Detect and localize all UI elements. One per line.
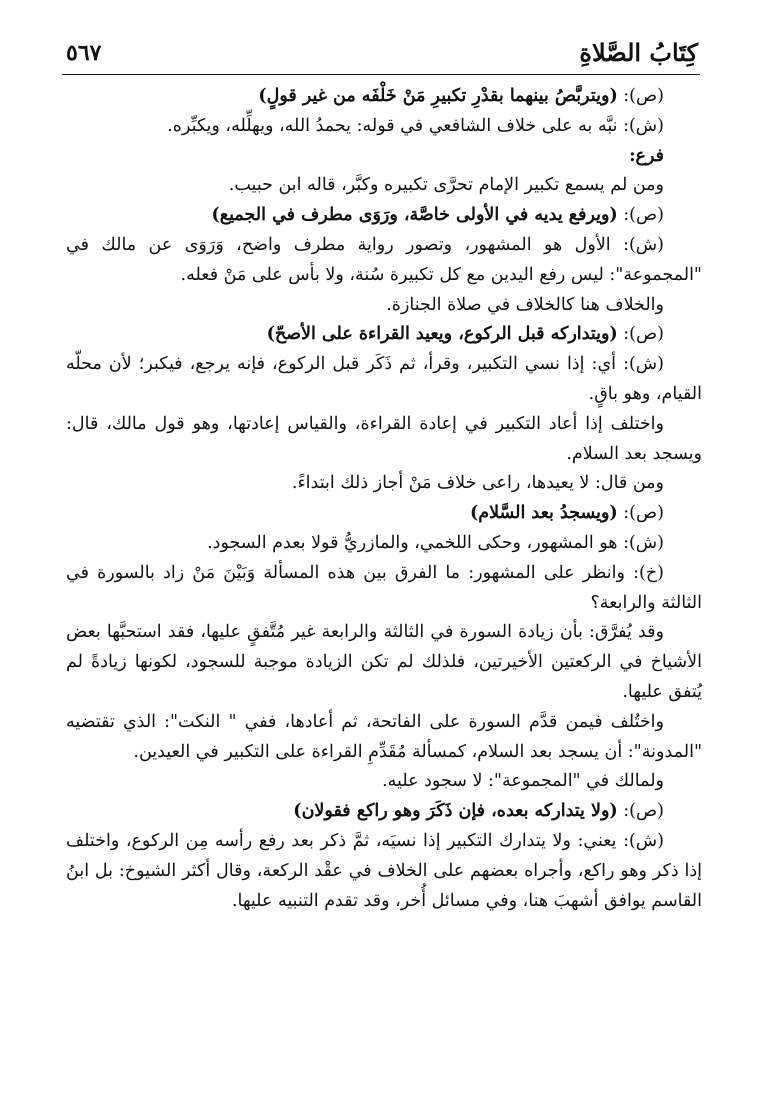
paragraph <box>66 142 702 172</box>
paragraph <box>66 559 702 619</box>
paragraph-text: ولمالك في "المجموعة": لا سجود عليه. <box>382 771 664 792</box>
paragraph <box>66 112 702 142</box>
paragraph <box>66 231 702 291</box>
paragraph <box>66 82 702 112</box>
paragraph-text: الأول هو المشهور، وتصور رواية مطرف واضح، وَرَوَى عن مالك في "المجموعة": ليس رفع اليدين مع كل تكبيرة سُنة، ولا بأس على مَنْ فعله. <box>66 234 702 285</box>
paragraph <box>66 291 702 321</box>
paragraph-text: هو المشهور، وحكى اللخمي، والمازريُّ قولا بعدم السجود. <box>207 532 618 553</box>
paragraph-text: يعني: ولا يتدارك التكبير إذا نسيَه، ثمَّ ذكر بعد رفع رأسه مِن الركوع، واختلف إذا ذكر وهو راكع، وأجراه بعضهم على الخلاف في عقْد الركعة، وقال أكثر الشيوخ: بل ابنُ القاسم يوافق أشهبَ هنا، وفي مسائل أُخر، وقد تقدم التنبيه عليها. <box>66 830 702 911</box>
paragraph-text: واختلف إذا أعاد التكبير في إعادة القراءة، والقياس إعادتها، وهو قول مالك، قال: ويسجد بعد السلام. <box>66 413 702 464</box>
paragraph-text: واختُلف فيمن قدَّم السورة على الفاتحة، ثم أعادها، ففي " النكت": الذي تقتضيه "المدونة": أن يسجد بعد السلام، كمسألة مُقَدِّمِ القراءة على التكبير في العيدين. <box>66 711 702 762</box>
paragraph <box>66 201 702 231</box>
paragraph <box>66 618 702 707</box>
paragraph <box>66 797 702 827</box>
page-number: ٥٦٧ <box>66 40 102 66</box>
paragraph-label: (ش): <box>616 354 664 375</box>
paragraph <box>66 499 702 529</box>
paragraph-label: (ص): <box>617 86 664 106</box>
paragraph-text: وانظر على المشهور: ما الفرق بين هذه المسألة وَبَيْنَ مَنْ زاد بالسورة في الثالثة والرابعة؟ <box>66 562 702 613</box>
paragraph <box>66 827 702 916</box>
paragraph-label: (ش): <box>617 115 664 136</box>
paragraph-text: (ويرفع يديه في الأولى خاصَّة، ورَوَى مطرف في الجميع) <box>211 205 618 226</box>
paragraph-text: (ويتداركه قبل الركوع، ويعيد القراءة على الأصحّ) <box>266 324 618 345</box>
paragraph-text: نبَّه به على خلاف الشافعي في قوله: يحمدُ الله، ويهلِّله، ويكبِّره. <box>167 115 618 136</box>
paragraph <box>66 320 702 350</box>
paragraph-text: والخلاف هنا كالخلاف في صلاة الجنازة. <box>386 294 664 315</box>
paragraph <box>66 767 702 797</box>
paragraph-label: (ص): <box>617 801 664 822</box>
paragraph-label: (خ): <box>624 562 664 583</box>
paragraph-text: أي: إذا نسي التكبير، وقرأ، ثم ذَكَر قبل الركوع، فإنه يرجع، فيكبر؛ لأن محلّه القيام، وهو باقٍ. <box>66 354 702 404</box>
paragraph-label: (ص): <box>617 503 664 524</box>
paragraph-text: ومن لم يسمع تكبير الإمام تحرَّى تكبيره وكبَّر، قاله ابن حبيب. <box>228 175 664 196</box>
paragraph-label: (ص): <box>617 324 664 345</box>
paragraph-text: (ويتربَّصُ بينهما بقدْرِ تكبيرِ مَنْ خَلْفَه من غير قولٍ) <box>258 86 618 106</box>
paragraph-text: (ويسجدُ بعد السَّلام) <box>469 503 618 524</box>
paragraph-label: (ش): <box>610 234 664 255</box>
paragraph <box>66 529 702 559</box>
paragraph-label: (ش): <box>617 532 664 553</box>
paragraph <box>66 350 702 410</box>
page-header <box>62 34 700 75</box>
paragraph <box>66 410 702 470</box>
paragraph-label: (ص): <box>617 205 664 226</box>
book-title: كِتَابُ الصَّلاةِ <box>579 38 698 67</box>
paragraph <box>66 708 702 768</box>
paragraph <box>66 469 702 499</box>
paragraph-text: (ولا يتداركه بعده، فإن ذَكَرَ وهو راكع فقولان) <box>293 801 618 822</box>
paragraph-text: فرع: <box>629 145 664 166</box>
paragraph-text: ومن قال: لا يعيدها، راعى خلاف مَنْ أجاز ذلك ابتداءً. <box>291 473 664 494</box>
body-text <box>66 82 702 916</box>
paragraph-label: (ش): <box>616 830 664 851</box>
paragraph-text: وقد يُفرَّق: بأن زيادة السورة في الثالثة والرابعة غير مُتَّفقٍ عليها، فقد استحبَّها بعض الأشياخ في الركعتين الأخيرتين، فلذلك لم تكن الزيادة موجبة للسجود، لكونها زيادةً لم يُتفق عليها. <box>66 622 702 702</box>
paragraph <box>66 171 702 201</box>
